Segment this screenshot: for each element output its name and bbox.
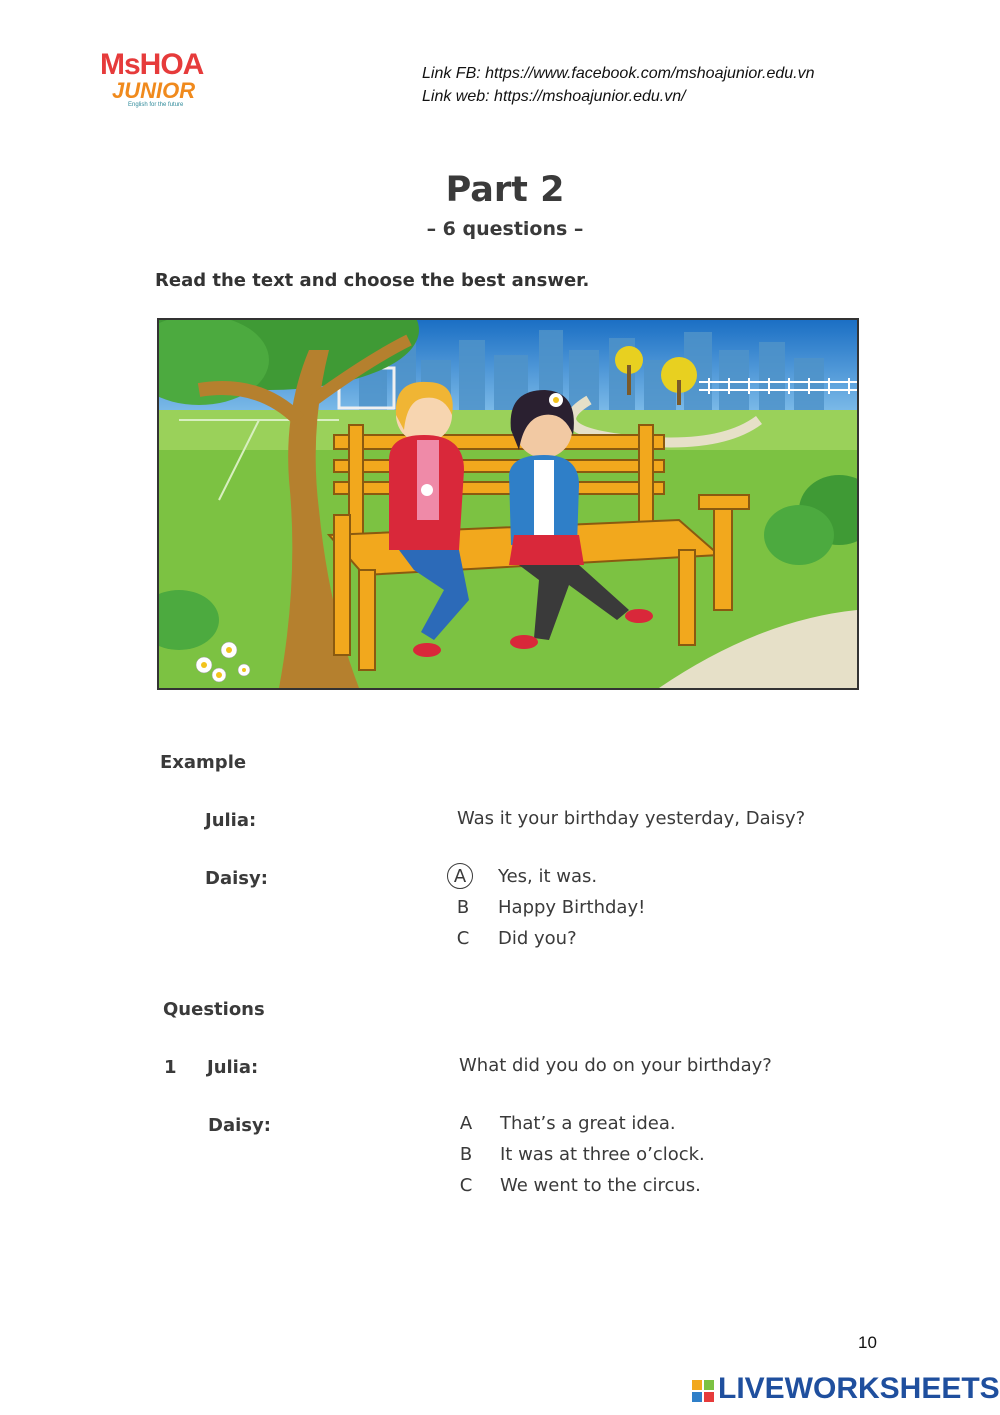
example-option-b-text[interactable]: Happy Birthday! (498, 897, 646, 918)
logo-text-junior: JUNIOR (112, 78, 196, 103)
question-1-option-b-text[interactable]: It was at three o’clock. (500, 1144, 705, 1165)
header-links (422, 62, 814, 108)
mshoa-junior-logo (100, 50, 235, 115)
question-1-option-b-letter[interactable]: B (459, 1144, 473, 1165)
part-title: Part 2 (445, 170, 565, 210)
question-1-option-a-letter[interactable]: A (459, 1113, 473, 1134)
example-option-b-letter[interactable]: B (456, 897, 470, 918)
question-1-speaker-julia: Julia: (207, 1057, 259, 1078)
example-speaker-daisy: Daisy: (205, 868, 268, 889)
question-1-number: 1 (164, 1057, 177, 1078)
liveworksheets-logo-icon (692, 1380, 714, 1402)
example-julia-line: Was it your birthday yesterday, Daisy? (457, 808, 806, 829)
park-bench-illustration (157, 318, 859, 690)
part-subtitle: – 6 questions – (426, 218, 584, 240)
example-option-a-text[interactable]: Yes, it was. (498, 866, 598, 887)
question-1-speaker-daisy: Daisy: (208, 1115, 271, 1136)
example-option-a-letter-circled[interactable]: A (447, 863, 473, 889)
logo-tagline: English for the future (128, 102, 184, 108)
instruction-text: Read the text and choose the best answer. (155, 270, 590, 291)
website-link[interactable]: Link web: https://mshoajunior.edu.vn/ (422, 88, 686, 105)
example-option-c-text[interactable]: Did you? (498, 928, 577, 949)
question-1-julia-line: What did you do on your birthday? (459, 1055, 772, 1076)
liveworksheets-brand[interactable]: LIVEWORKSHEETS (718, 1372, 1000, 1405)
logo-text-mshoa: MsHOA (100, 48, 204, 81)
question-1-option-c-text[interactable]: We went to the circus. (500, 1175, 701, 1196)
page-number: 10 (858, 1333, 877, 1352)
example-option-c-letter[interactable]: C (456, 928, 470, 949)
question-1-option-a-text[interactable]: That’s a great idea. (500, 1113, 676, 1134)
example-speaker-julia: Julia: (205, 810, 257, 831)
facebook-link[interactable]: Link FB: https://www.facebook.com/mshoajunior.edu.vn (422, 65, 815, 82)
example-heading: Example (160, 752, 247, 773)
question-1-option-c-letter[interactable]: C (459, 1175, 473, 1196)
questions-heading: Questions (163, 999, 265, 1020)
